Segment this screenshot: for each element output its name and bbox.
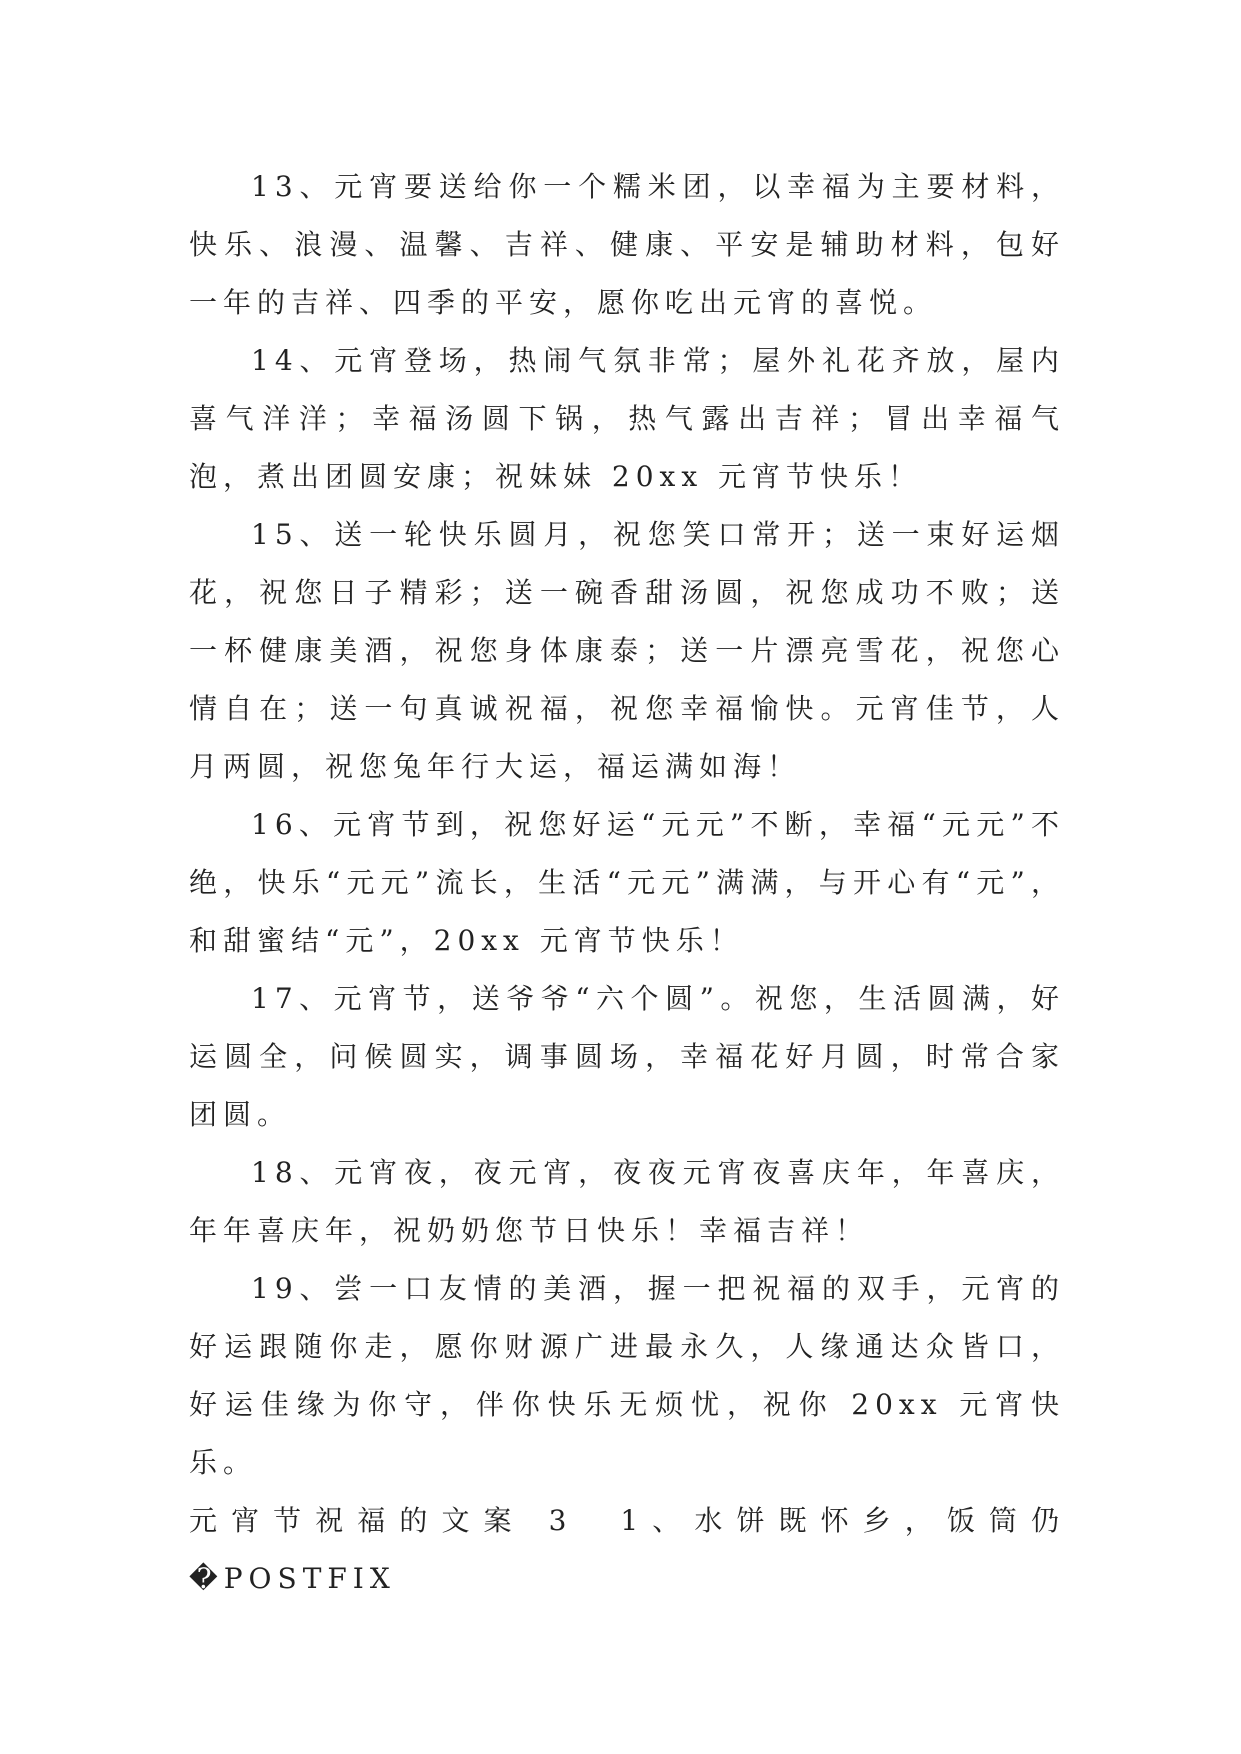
section-first-item: 1、水饼既怀乡，饭筒仍�POSTFIX bbox=[189, 1504, 1065, 1595]
paragraph-17: 17、元宵节，送爷爷“六个圆”。祝您，生活圆满，好运圆全，问候圆实，调事圆场，幸福花好月圆，时常合家团圆。 bbox=[189, 982, 1065, 1131]
document-body bbox=[189, 158, 1065, 1608]
paragraph-13: 13、元宵要送给你一个糯米团，以幸福为主要材料，快乐、浪漫、温馨、吉祥、健康、平安是辅助材料，包好一年的吉祥、四季的平安，愿你吃出元宵的喜悦。 bbox=[189, 170, 1065, 319]
paragraph-18: 18、元宵夜，夜元宵，夜夜元宵夜喜庆年，年喜庆，年年喜庆年，祝奶奶您节日快乐！幸福吉祥！ bbox=[189, 1156, 1065, 1247]
paragraph-15: 15、送一轮快乐圆月，祝您笑口常开；送一束好运烟花，祝您日子精彩；送一碗香甜汤圆，祝您成功不败；送一杯健康美酒，祝您身体康泰；送一片漂亮雪花，祝您心情自在；送一句真诚祝福，祝您幸福愉快。元宵佳节，人月两圆，祝您兔年行大运，福运满如海！ bbox=[189, 518, 1065, 783]
section-heading: 元宵节祝福的文案 3 bbox=[189, 1504, 573, 1537]
paragraph-14: 14、元宵登场，热闹气氛非常；屋外礼花齐放，屋内喜气洋洋；幸福汤圆下锅，热气露出吉祥；冒出幸福气泡，煮出团圆安康；祝妹妹 20xx 元宵节快乐！ bbox=[189, 344, 1065, 493]
paragraph-19: 19、尝一口友情的美酒，握一把祝福的双手，元宵的好运跟随你走，愿你财源广进最永久，人缘通达众皆口，好运佳缘为你守，伴你快乐无烦忧，祝你 20xx 元宵快乐。 bbox=[189, 1272, 1065, 1479]
paragraph-16: 16、元宵节到，祝您好运“元元”不断，幸福“元元”不绝，快乐“元元”流长，生活“元元”满满，与开心有“元”，和甜蜜结“元”，20xx 元宵节快乐！ bbox=[189, 808, 1065, 957]
section-3-paragraph bbox=[189, 1492, 1065, 1608]
